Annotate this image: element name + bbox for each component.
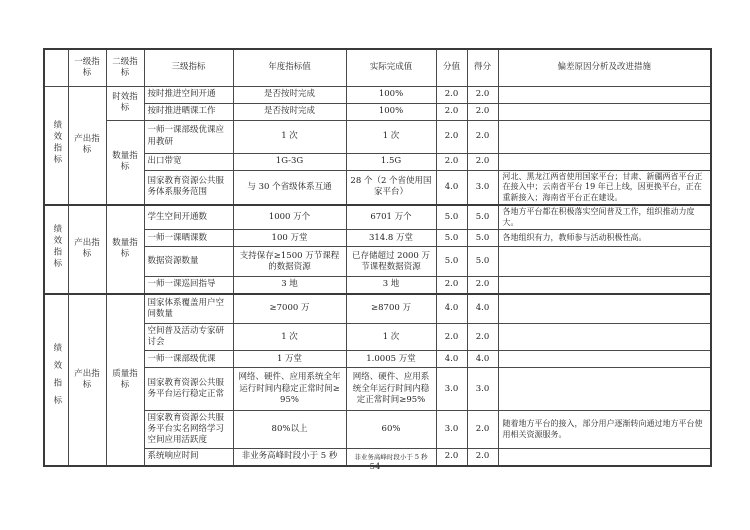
score-cell: 2.0 xyxy=(436,103,467,120)
earned-score-cell: 2.0 xyxy=(467,324,498,351)
annual-target-cell: 100 万堂 xyxy=(233,230,346,247)
annual-target-cell: 网络、硬件、应用系统全年运行时间内稳定正常时间≥95% xyxy=(233,368,346,411)
category-label: 绩效指标 xyxy=(51,342,62,413)
score-cell: 4.0 xyxy=(436,351,467,368)
annual-target-cell: 1G-3G xyxy=(233,153,346,170)
table-row xyxy=(44,153,711,170)
level3-indicator-cell: 学生空间开通数 xyxy=(144,205,233,230)
level3-indicator-cell: 国家教育资源公共服务平台实名网络学习空间应用活跃度 xyxy=(144,411,233,449)
level2-indicator-cell xyxy=(106,205,144,294)
level1-indicator-cell xyxy=(68,205,106,294)
earned-score-cell: 2.0 xyxy=(467,449,498,466)
header-label: 三级指标 xyxy=(171,62,206,73)
annual-target-cell: 是否按时完成 xyxy=(233,103,346,120)
level3-indicator-cell: 一师一课晒课数 xyxy=(144,230,233,247)
table-row xyxy=(44,277,711,294)
earned-score-cell: 5.0 xyxy=(467,205,498,230)
score-cell: 4.0 xyxy=(436,170,467,205)
actual-value-cell: 60% xyxy=(346,411,436,449)
page-number: 54 xyxy=(369,462,381,472)
level3-indicator-cell: 国家体系覆盖用户空间数量 xyxy=(144,294,233,324)
deviation-remark-cell xyxy=(498,368,711,411)
table-row xyxy=(44,411,711,449)
level3-indicator-cell: 一师一课巡回指导 xyxy=(144,277,233,294)
actual-value-cell: ≥8700 万 xyxy=(346,294,436,324)
level3-indicator-cell: 出口带宽 xyxy=(144,153,233,170)
level2-indicator-cell xyxy=(106,120,144,205)
table-row xyxy=(44,170,711,205)
level1-indicator-cell xyxy=(68,86,106,205)
score-cell: 2.0 xyxy=(436,86,467,103)
actual-value-cell: 314.8 万堂 xyxy=(346,230,436,247)
earned-score-cell: 4.0 xyxy=(467,351,498,368)
category-cell xyxy=(44,294,68,466)
category-label: 绩效指标 xyxy=(51,120,62,167)
annual-target-cell: 是否按时完成 xyxy=(233,86,346,103)
column-header-level1 xyxy=(68,49,106,86)
actual-value-cell: 1.0005 万堂 xyxy=(346,351,436,368)
level3-indicator-cell: 系统响应时间 xyxy=(144,449,233,466)
table-row xyxy=(44,86,711,103)
annual-target-cell: 支持保存≥1500 万节课程的数据资源 xyxy=(233,247,346,277)
score-cell: 2.0 xyxy=(436,449,467,466)
table-header-row xyxy=(44,49,711,86)
table-row xyxy=(44,294,711,324)
earned-score-cell: 2.0 xyxy=(467,103,498,120)
level2-indicator-cell xyxy=(106,294,144,466)
deviation-remark-cell: 各地组织有力，教师参与活动积极性高。 xyxy=(498,230,711,247)
annual-target-cell: 与 30 个省级体系互通 xyxy=(233,170,346,205)
column-header-level3 xyxy=(144,49,233,86)
score-cell: 2.0 xyxy=(436,153,467,170)
score-cell: 3.0 xyxy=(436,368,467,411)
score-cell: 3.0 xyxy=(436,411,467,449)
deviation-remark-cell xyxy=(498,247,711,277)
table-row xyxy=(44,247,711,277)
header-label: 偏差原因分析及改进措施 xyxy=(557,62,651,73)
actual-value-cell: 非业务高峰时段小于 5 秒 xyxy=(346,449,436,466)
category-cell xyxy=(44,205,68,294)
level2-label: 质量指标 xyxy=(112,368,138,390)
level3-indicator-cell: 一师一课部级优课应用教研 xyxy=(144,120,233,153)
actual-value-cell: 3 地 xyxy=(346,277,436,294)
level3-indicator-cell: 按时推进晒课工作 xyxy=(144,103,233,120)
column-header-score xyxy=(436,49,467,86)
header-label: 一级指标 xyxy=(74,56,100,78)
header-label: 得分 xyxy=(473,62,491,73)
earned-score-cell: 3.0 xyxy=(467,170,498,205)
score-cell: 5.0 xyxy=(436,230,467,247)
deviation-remark-cell xyxy=(498,351,711,368)
header-label: 年度指标值 xyxy=(268,62,311,73)
level3-indicator-cell: 按时推进空间开通 xyxy=(144,86,233,103)
annual-target-cell: 80%以上 xyxy=(233,411,346,449)
deviation-remark-cell: 河北、黑龙江两省使用国家平台；甘肃、新疆两省平台正在接入中；云南省平台 19 年已上线，因更换平台，正在重新接入；海南省平台正在建设。 xyxy=(498,170,711,205)
deviation-remark-cell xyxy=(498,103,711,120)
table-row xyxy=(44,324,711,351)
level1-indicator-cell xyxy=(68,294,106,466)
table-row xyxy=(44,351,711,368)
score-cell: 2.0 xyxy=(436,120,467,153)
header-label: 实际完成值 xyxy=(369,62,413,73)
deviation-remark-cell xyxy=(498,153,711,170)
annual-target-cell: 非业务高峰时段小于 5 秒 xyxy=(233,449,346,466)
level2-indicator-cell xyxy=(106,86,144,120)
actual-value-cell: 28 个（2 个省使用国家平台） xyxy=(346,170,436,205)
deviation-remark-cell xyxy=(498,277,711,294)
level2-label: 时效指标 xyxy=(112,91,138,113)
score-cell: 4.0 xyxy=(436,294,467,324)
actual-value-cell: 100% xyxy=(346,103,436,120)
column-header-earned xyxy=(467,49,498,86)
column-header-actual-value xyxy=(346,49,436,86)
annual-target-cell: 1 次 xyxy=(233,324,346,351)
score-cell: 5.0 xyxy=(436,205,467,230)
level3-indicator-cell: 空间普及活动专家研讨会 xyxy=(144,324,233,351)
actual-value-cell: 网络、硬件、应用系统全年运行时间内稳定正常时间≥95% xyxy=(346,368,436,411)
earned-score-cell: 2.0 xyxy=(467,153,498,170)
level1-label: 产出指标 xyxy=(74,238,100,260)
earned-score-cell: 4.0 xyxy=(467,294,498,324)
annual-target-cell: 1 万堂 xyxy=(233,351,346,368)
score-cell: 5.0 xyxy=(436,247,467,277)
level2-label: 数量指标 xyxy=(112,238,138,260)
performance-indicator-table xyxy=(43,48,712,467)
annual-target-cell: 1 次 xyxy=(233,120,346,153)
earned-score-cell: 2.0 xyxy=(467,120,498,153)
category-cell xyxy=(44,86,68,205)
deviation-remark-cell: 各地方平台都在积极落实空间普及工作，组织推动力度大。 xyxy=(498,205,711,230)
score-cell: 2.0 xyxy=(436,324,467,351)
annual-target-cell: 3 地 xyxy=(233,277,346,294)
level3-indicator-cell: 国家教育资源公共服务平台运行稳定正常 xyxy=(144,368,233,411)
deviation-remark-cell xyxy=(498,294,711,324)
earned-score-cell: 5.0 xyxy=(467,230,498,247)
actual-value-cell: 已存储超过 2000 万节课程数据资源 xyxy=(346,247,436,277)
actual-value-cell: 1 次 xyxy=(346,324,436,351)
deviation-remark-cell: 随着地方平台的接入，部分用户逐渐转向通过地方平台使用相关资源服务。 xyxy=(498,411,711,449)
table-row xyxy=(44,103,711,120)
actual-value-cell: 100% xyxy=(346,86,436,103)
deviation-remark-cell xyxy=(498,86,711,103)
actual-value-cell: 1 次 xyxy=(346,120,436,153)
earned-score-cell: 2.0 xyxy=(467,277,498,294)
actual-value-cell: 6701 万个 xyxy=(346,205,436,230)
table-row xyxy=(44,230,711,247)
column-header-deviation xyxy=(498,49,711,86)
table-row xyxy=(44,205,711,230)
level3-indicator-cell: 一师一课部级优课 xyxy=(144,351,233,368)
earned-score-cell: 2.0 xyxy=(467,411,498,449)
level3-indicator-cell: 国家教育资源公共服务体系服务范围 xyxy=(144,170,233,205)
header-label: 二级指标 xyxy=(112,56,138,78)
level3-indicator-cell: 数据资源数量 xyxy=(144,247,233,277)
earned-score-cell: 2.0 xyxy=(467,86,498,103)
annual-target-cell: 1000 万个 xyxy=(233,205,346,230)
score-cell: 2.0 xyxy=(436,277,467,294)
column-header-blank xyxy=(44,49,68,86)
level1-label: 产出指标 xyxy=(74,368,100,390)
level2-label: 数量指标 xyxy=(112,151,138,173)
actual-value-cell: 1.5G xyxy=(346,153,436,170)
level1-label: 产出指标 xyxy=(74,134,100,156)
table-row xyxy=(44,120,711,153)
annual-target-cell: ≥7000 万 xyxy=(233,294,346,324)
column-header-annual-target xyxy=(233,49,346,86)
earned-score-cell: 5.0 xyxy=(467,247,498,277)
deviation-remark-cell xyxy=(498,120,711,153)
column-header-level2 xyxy=(106,49,144,86)
header-label: 分值 xyxy=(442,62,460,73)
deviation-remark-cell xyxy=(498,324,711,351)
table-row xyxy=(44,368,711,411)
earned-score-cell: 3.0 xyxy=(467,368,498,411)
category-label: 绩效指标 xyxy=(51,224,62,271)
